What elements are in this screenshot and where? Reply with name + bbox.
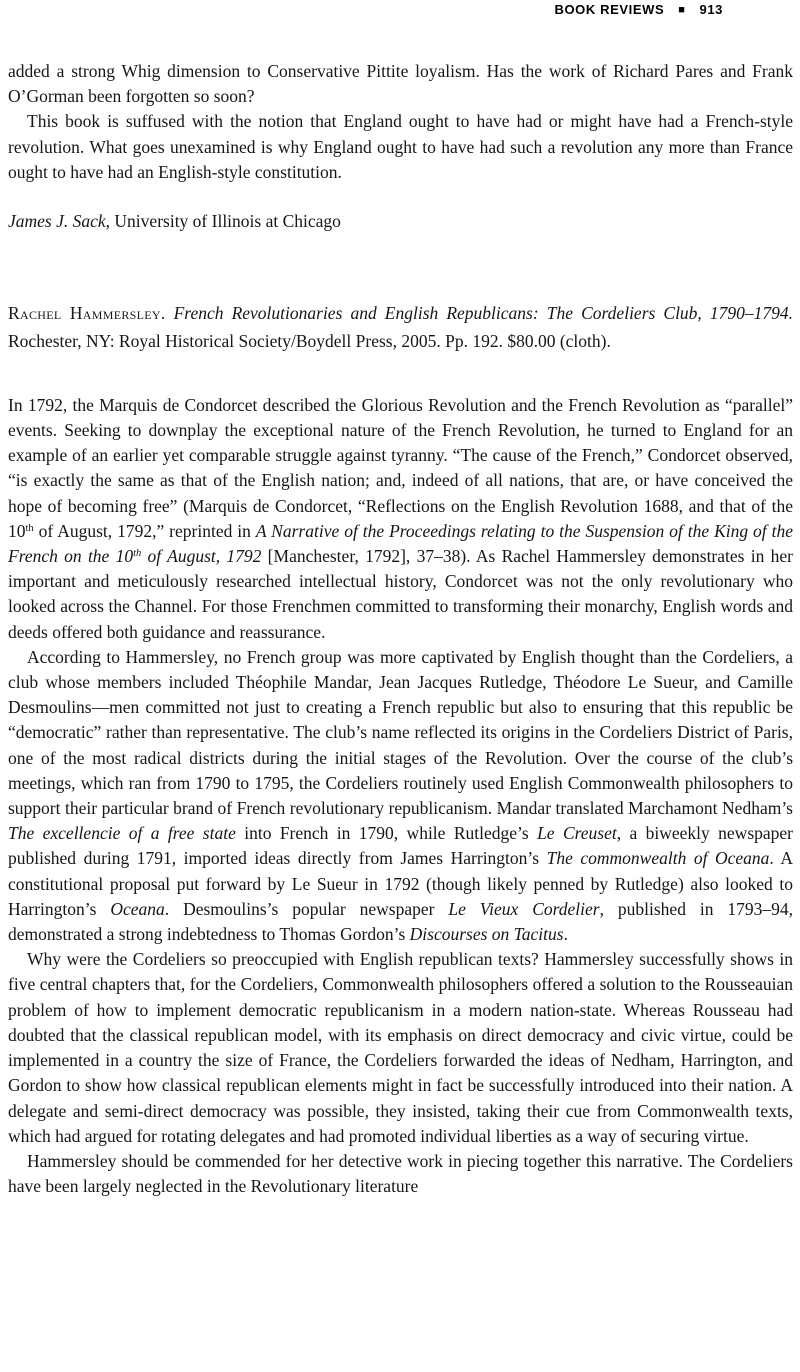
text-run: James J. Sack [8, 211, 106, 232]
text-run: A Narrative of the Proceedings relating to the Suspension of the King of the French on the 10 [8, 520, 794, 567]
paragraph [8, 947, 793, 1149]
paragraph [8, 645, 793, 947]
paragraph [8, 393, 793, 645]
book-citation-heading [8, 300, 793, 355]
text-run: In 1792, the Marquis de Condorcet described the Glorious Revolution and the French Revolution as “parallel” events. Seeking to downplay the exceptional nature of the French Revolution, he turned to England for an example of an earlier yet comparable struggle against tyranny. “The cause of the French,” Condorcet observed, “is exactly the same as that of the English nation; and, indeed of all nations, that are, or have conceived the hope of becoming free” (Marquis de Condorcet, “Reflections on the English Revolution 1688, and that of the 10 [8, 394, 793, 541]
text-run: According to Hammersley, no French group was more captivated by English thought than the Cordeliers, a club whose members included Théophile Mandar, Jean Jacques Rutledge, Théodore Le Sueur, and Camille Desmoulins—men committed not just to creating a French republic but also to ensuring that this republic be “democratic” rather than representative. The club’s name reflected its origins in the Cordeliers District of Paris, one of the most radical districts during the initial stages of the Revolution. Over the course of the club’s meetings, which ran from 1790 to 1795, the Cordeliers routinely used English Commonwealth philosophers to support their particular brand of French revolutionary republicanism. Mandar translated Marchamont Nedham’s [8, 646, 793, 819]
text-run: into French in 1790, while Rutledge’s [235, 823, 538, 844]
reviewer-signature [8, 209, 793, 234]
text-run: This book is suffused with the notion that England ought to have had or might have had a French-style revolution. What goes unexamined is why England ought to have had such a revolution any more than France ought to have had an English-style constitution. [8, 111, 793, 182]
paragraph [8, 1149, 793, 1199]
text-run: Discourses on Tacitus [409, 924, 564, 945]
text-run: th [133, 548, 142, 560]
text-run [166, 303, 174, 323]
square-bullet-icon: ■ [678, 4, 686, 16]
text-run: , University of Illinois at Chicago [105, 211, 341, 232]
text-run: of August, 1792,” reprinted in [33, 520, 256, 541]
text-run: . [563, 924, 568, 945]
text-run: added a strong Whig dimension to Conservative Pittite loyalism. Has the work of Richard Pares and Frank O’Gorman been forgotten so soon? [8, 61, 793, 107]
text-run: Oceana [110, 898, 165, 919]
text-run: [Manchester, 1792], 37–38). As Rachel Hammersley demonstrates in her important and meticulously researched intellectual history, Condorcet was not the only revolutionary who looked across the Channel. For those Frenchmen committed to transforming their monarchy, English words and deeds offered both guidance and reassurance. [8, 546, 793, 642]
text-run: . A constitutional proposal put forward by Le Sueur in 1792 (though likely penned by Rutledge) also looked to Harrington’s [8, 848, 793, 919]
text-run: Hammersley should be commended for her detective work in piecing together this narrative. The Cordeliers have been largely neglected in the Revolutionary literature [8, 1150, 793, 1197]
text-run: Le Creuset [537, 823, 617, 844]
text-run: Rachel Hammersley. [8, 303, 166, 324]
text-run: of August, 1792 [141, 546, 262, 567]
text-run: The excellencie of a free state [8, 823, 236, 844]
text-run: . Desmoulins’s popular newspaper [164, 898, 449, 919]
review-text-block [8, 59, 793, 1199]
text-run: Why were the Cordeliers so preoccupied with English republican texts? Hammersley successfully shows in five central chapters that, for the Cordeliers, Commonwealth philosophers offered a solution to the Rousseauian problem of how to implement democratic republicanism in a modern nation-state. Whereas Rousseau had doubted that the classical republican model, with its emphasis on direct democracy and civic virtue, could be implemented in a country the size of France, the Cordeliers forwarded the ideas of Nedham, Harrington, and Gordon to show how classical republican elements might in fact be successfully introduced into their nation. A delegate and semi-direct democracy was possible, they insisted, taking their cue from Commonwealth texts, which had argued for rotating delegates and had promoted individual liberties as a way of securing virtue. [8, 949, 793, 1146]
paragraph-previous-review [8, 109, 793, 185]
text-run: , published in 1793–94, demonstrated a strong indebtedness to Thomas Gordon’s [8, 898, 793, 945]
text-run: French Revolutionaries and English Republicans: The Cordeliers Club, 1790–1794. [173, 303, 794, 324]
page-number: 913 [699, 2, 723, 17]
text-run: Rochester, NY: Royal Historical Society/Boydell Press, 2005. Pp. 192. $80.00 (cloth). [8, 330, 611, 351]
text-run: , a biweekly newspaper published during 1791, imported ideas directly from James Harrington’s [8, 823, 793, 869]
text-run: Le Vieux Cordelier [448, 898, 600, 919]
text-run: th [25, 523, 34, 535]
text-run: The commonwealth of Oceana [546, 848, 770, 869]
paragraph-previous-review-continuation [8, 59, 793, 109]
section-title: BOOK REVIEWS [554, 2, 665, 17]
running-head [8, 2, 793, 19]
